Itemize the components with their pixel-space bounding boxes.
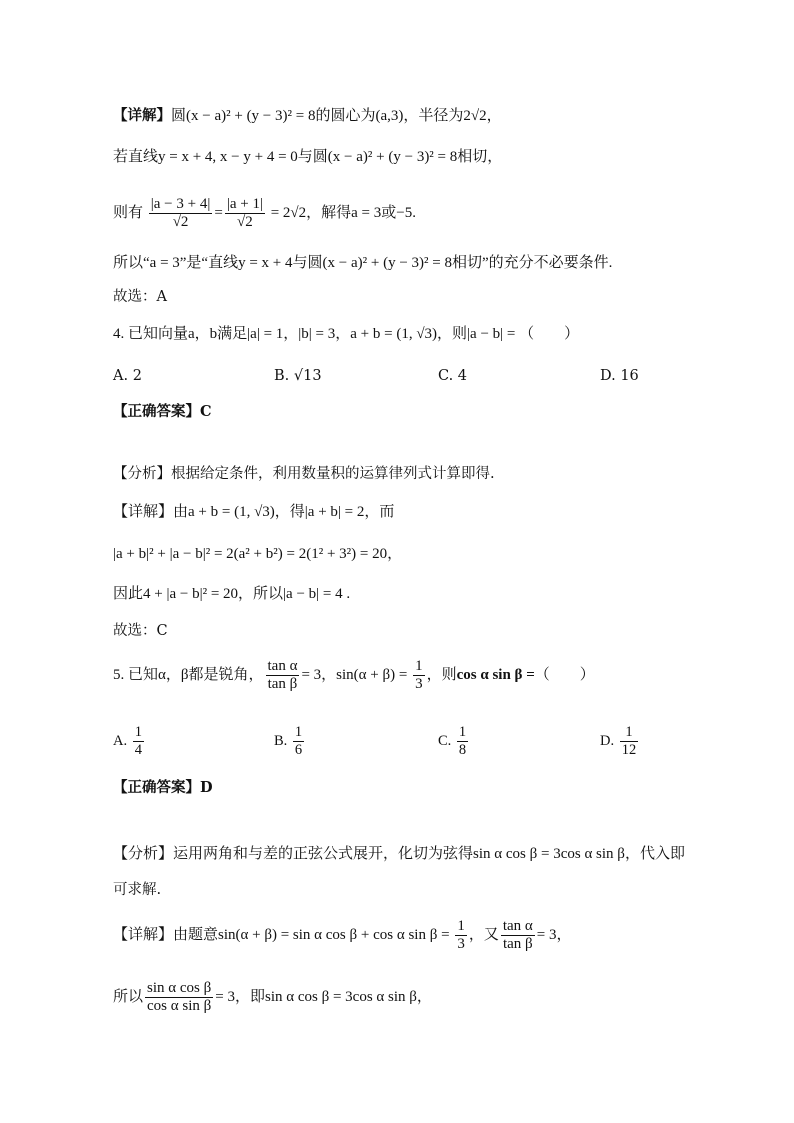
q3-frac2: $\frac{|a + 1|}{√2}$: [226, 196, 263, 230]
q5-detail1-frac2: $\frac{\text{tan α}}{\text{tan β}}$: [502, 918, 533, 952]
q4-option-a: A. 2: [113, 368, 142, 384]
q3-line2: 若直线y = x + 4, x − y + 4 = 0与圆(x − a)² + (y − 3)² = 8相切，: [113, 149, 503, 165]
q4-option-c: C. 4: [438, 368, 468, 384]
q5-option-b: B. $\frac{1}{6}$: [274, 724, 303, 758]
q4-choose: 故选：C: [113, 623, 168, 639]
q5-stem: 5. 已知α，β都是锐角， $\frac{\text{tan α}}{\text{tan β}}$ = 3，sin(α + β) = $\frac{1}{3}$ ，则cos α sin β =（ ）: [113, 658, 595, 692]
detail-tag: 【详解】: [113, 107, 171, 124]
q3-frac1: $\frac{|a - 3 + 4|}{√2}$: [150, 196, 211, 230]
q3-detail-text: 圆(x − a)² + (y − 3)² = 8的圆心为(a,3)，半径为2√2，: [171, 108, 502, 124]
q5-option-a: A. $\frac{1}{4}$: [113, 724, 142, 758]
q5-detail2: 所以 $\frac{\text{sin α cos β}}{\text{cos α sin β}}$ = 3，即sin α cos β = 3cos α sin β，: [113, 980, 432, 1014]
q4-detail1: 【详解】由a + b = (1, √3)，得|a + b| = 2，而: [113, 504, 395, 520]
q4-analysis: 【分析】根据给定条件，利用数量积的运算律列式计算即得.: [113, 466, 495, 482]
q5-detail2-frac: $\frac{\text{sin α cos β}}{\text{cos α sin β}}$: [147, 980, 212, 1014]
q3-choose: 故选：A: [113, 289, 167, 305]
q5-detail1-frac: $\frac{1}{3}$: [457, 918, 465, 952]
q5-detail1: 【详解】由题意sin(α + β) = sin α cos β + cos α sin β = $\frac{1}{3}$ ，又 $\frac{\text{tan α}}{\text{tan β}}$ = 3，: [113, 918, 572, 952]
q4-detail3: 因此4 + |a − b|² = 20，所以|a − b| = 4 .: [113, 586, 351, 602]
q4-detail2: |a + b|² + |a − b|² = 2(a² + b²) = 2(1² + 3²) = 20，: [113, 546, 403, 562]
q5-stem-frac2: $\frac{1}{3}$: [415, 658, 423, 692]
q3-line3: 则有 $\frac{|a - 3 + 4|}{√2}$ = $\frac{|a + 1|}{√2}$ = 2√2，解得a = 3或−5.: [113, 196, 416, 230]
q4-answer: 【正确答案】C: [113, 403, 212, 420]
q3-detail-line: [113, 106, 502, 126]
q5-option-d: D. $\frac{1}{12}$: [600, 724, 637, 758]
q5-answer: 【正确答案】D: [113, 779, 213, 796]
q4-stem: 4. 已知向量a，b满足|a| = 1，|b| = 3，a + b = (1, √3)，则|a − b| = （ ）: [113, 326, 580, 342]
q4-option-d: D. 16: [600, 368, 639, 384]
q5-analysis1: 【分析】运用两角和与差的正弦公式展开，化切为弦得sin α cos β = 3cos α sin β，代入即: [113, 846, 685, 862]
q5-option-c: C. $\frac{1}{8}$: [438, 724, 467, 758]
q3-line4: 所以“a = 3”是“直线y = x + 4与圆(x − a)² + (y − 3)² = 8相切”的充分不必要条件.: [113, 255, 613, 271]
q5-stem-frac: $\frac{\text{tan α}}{\text{tan β}}$: [267, 658, 298, 692]
q4-option-b: B. √13: [274, 368, 322, 384]
q5-analysis2: 可求解.: [113, 882, 162, 898]
